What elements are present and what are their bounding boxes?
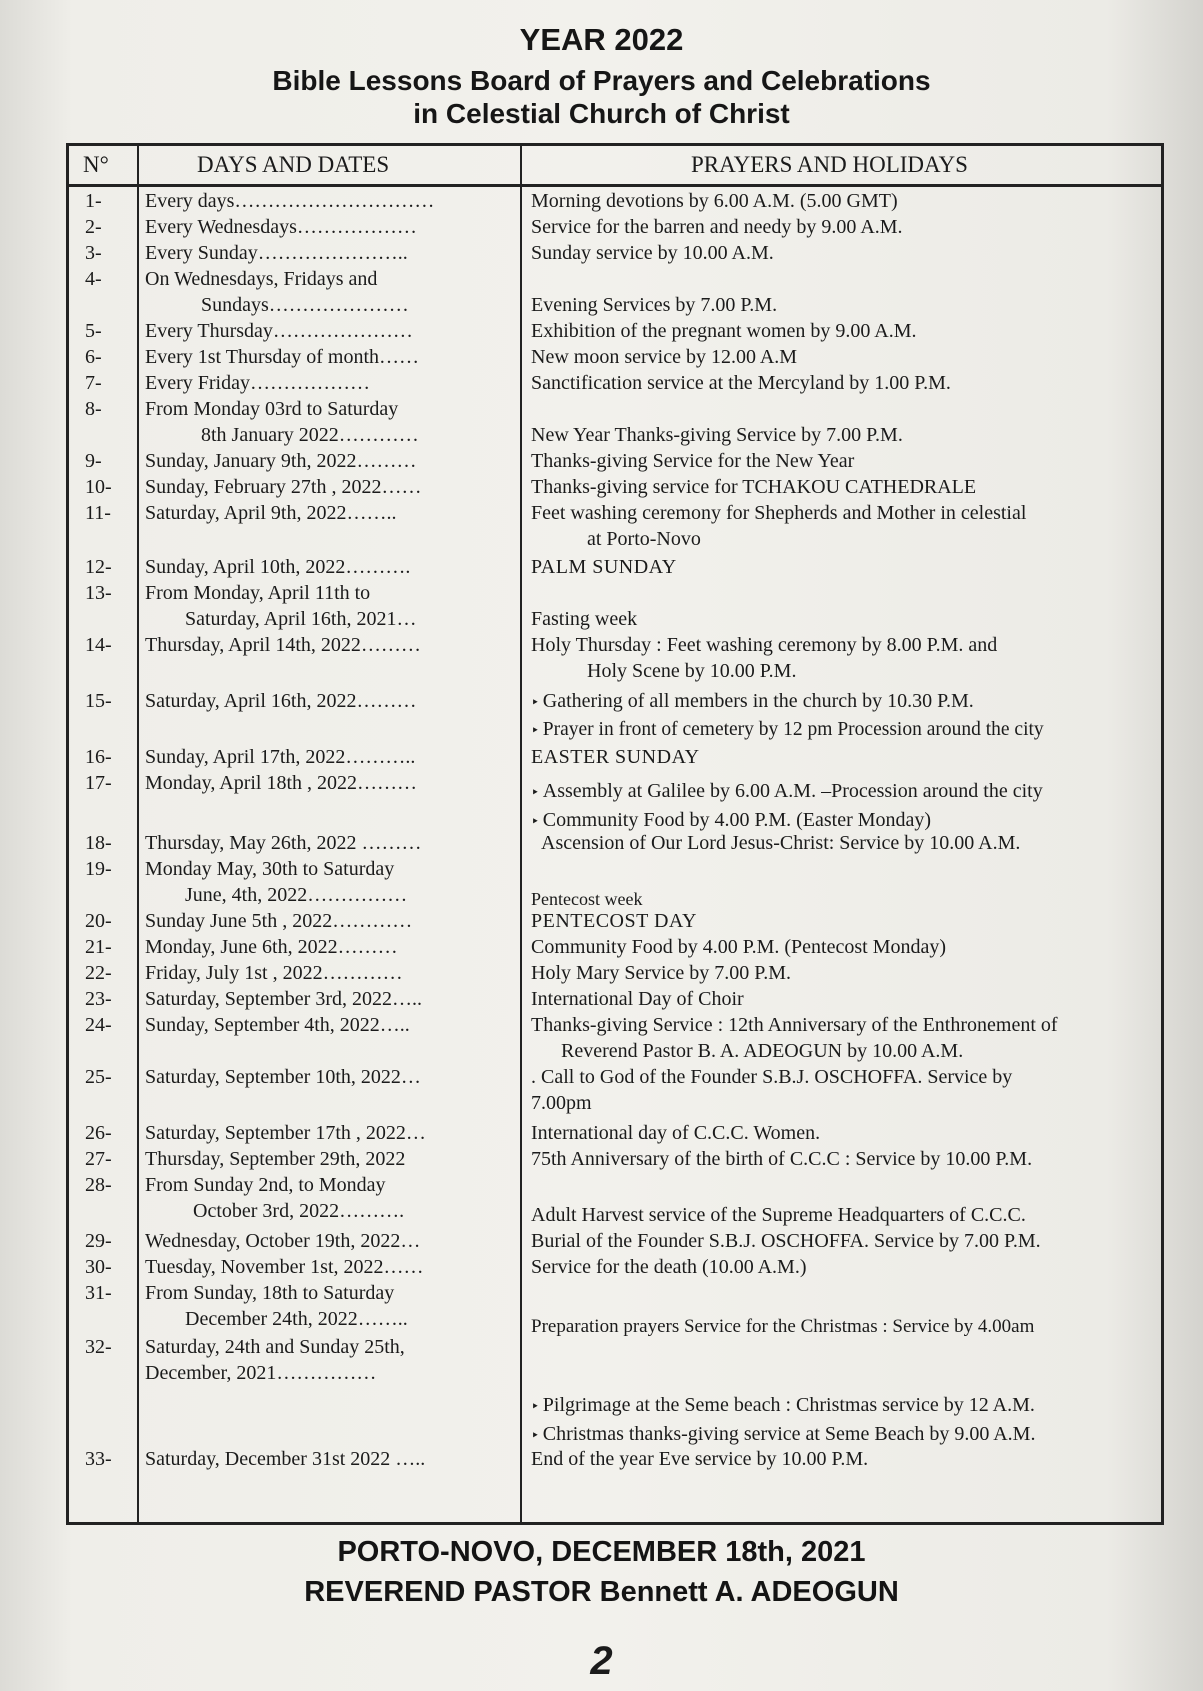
row-prayer: Adult Harvest service of the Supreme Headquarters of C.C.C. (531, 1204, 1026, 1226)
row-date-line: From Sunday 2nd, to Monday (145, 1174, 386, 1196)
row-prayer: Thanks-giving Service for the New Year (531, 450, 855, 472)
row-number: 31- (85, 1282, 112, 1304)
year-heading: YEAR 2022 (519, 22, 684, 57)
row-prayer: Fasting week (531, 608, 638, 630)
row-prayer-line: ‣ Pilgrimage at the Seme beach : Christmas service by 12 A.M. (531, 1392, 1153, 1421)
signatory-line (0, 1574, 1203, 1610)
row-prayer-line: ‣ Community Food by 4.00 P.M. (Easter Monday) (531, 807, 1153, 836)
row-prayer-line: Feet washing ceremony for Shepherds and Mother in celestial (531, 502, 1027, 524)
row-number: 6- (85, 346, 102, 368)
row-number: 25- (85, 1066, 112, 1088)
row-number: 19- (85, 858, 112, 880)
row-date (145, 580, 517, 632)
row-date: Monday, June 6th, 2022……… (145, 936, 398, 958)
row-number: 33- (85, 1448, 112, 1470)
row-number: 5- (85, 320, 102, 342)
row-date (145, 1280, 517, 1332)
row-date (145, 1172, 517, 1224)
board-title: Bible Lessons Board of Prayers and Celebrations (272, 65, 931, 96)
row-number: 17- (85, 772, 112, 794)
row-prayer: Service for the barren and needy by 9.00 A.M. (531, 216, 903, 238)
row-date: Thursday, September 29th, 2022 (145, 1148, 406, 1170)
page-number: 2 (590, 1639, 613, 1683)
column-header-prayers: PRAYERS AND HOLIDAYS (691, 152, 968, 177)
row-date-line: Sundays………………… (201, 294, 409, 316)
row-number: 24- (85, 1014, 112, 1036)
column-divider (520, 146, 522, 1522)
row-date-line: October 3rd, 2022………. (193, 1200, 405, 1222)
row-prayer-line: Thanks-giving Service : 12th Anniversary of the Enthronement of (531, 1014, 1058, 1036)
row-date-line: On Wednesdays, Fridays and (145, 268, 378, 290)
row-prayer: Thanks-giving service for TCHAKOU CATHEDRALE (531, 476, 977, 498)
row-prayer: Sunday service by 10.00 A.M. (531, 242, 774, 264)
row-date: Saturday, September 10th, 2022… (145, 1066, 421, 1088)
row-number: 23- (85, 988, 112, 1010)
row-date-line: December, 2021…………… (145, 1362, 377, 1384)
row-date (145, 266, 517, 318)
row-number: 10- (85, 476, 112, 498)
row-date (145, 1334, 517, 1386)
row-prayer (531, 1392, 1153, 1450)
row-number: 21- (85, 936, 112, 958)
row-number: 13- (85, 582, 112, 604)
row-prayer-line: 7.00pm (531, 1092, 592, 1114)
row-number: 11- (85, 502, 111, 524)
signatory-text: REVEREND PASTOR Bennett A. ADEOGUN (304, 1576, 899, 1608)
row-prayer: Morning devotions by 6.00 A.M. (5.00 GMT) (531, 190, 898, 212)
row-date-line: From Monday, April 11th to (145, 582, 371, 604)
row-date: Every Friday……………… (145, 372, 370, 394)
row-number: 26- (85, 1122, 112, 1144)
row-prayer-line: ‣ Gathering of all members in the church by 10.30 P.M. (531, 688, 1153, 717)
row-date: Thursday, April 14th, 2022……… (145, 634, 421, 656)
row-date: Sunday, January 9th, 2022……… (145, 450, 417, 472)
row-prayer (531, 778, 1153, 836)
row-prayer: Burial of the Founder S.B.J. OSCHOFFA. Service by 7.00 P.M. (531, 1230, 1041, 1252)
row-prayer: Community Food by 4.00 P.M. (Pentecost Monday) (531, 936, 947, 958)
row-date (145, 396, 517, 448)
row-prayer (531, 500, 1153, 552)
row-prayer-line: ‣ Christmas thanks-giving service at Seme Beach by 9.00 A.M. (531, 1421, 1153, 1450)
row-prayer: International Day of Choir (531, 988, 744, 1010)
row-prayer-line: at Porto-Novo (587, 528, 701, 550)
row-date: Sunday June 5th , 2022………… (145, 910, 413, 932)
row-date: Every Thursday………………… (145, 320, 413, 342)
row-number: 14- (85, 634, 112, 656)
row-date-line: Saturday, April 16th, 2021… (185, 608, 417, 630)
row-date: Every days………………………… (145, 190, 435, 212)
row-prayer: End of the year Eve service by 10.00 P.M. (531, 1448, 869, 1470)
row-date: Sunday, February 27th , 2022…… (145, 476, 422, 498)
row-number: 27- (85, 1148, 112, 1170)
row-prayer: Preparation prayers Service for the Christmas : Service by 4.00am (531, 1316, 1035, 1337)
row-prayer-line: Holy Thursday : Feet washing ceremony by 8.00 P.M. and (531, 634, 998, 656)
row-prayer-line: ‣ Prayer in front of cemetery by 12 pm Procession around the city (531, 717, 1153, 745)
row-number: 4- (85, 268, 102, 290)
row-number: 1- (85, 190, 102, 212)
column-header-number: N° (83, 152, 109, 177)
row-prayer (531, 632, 1153, 684)
row-date: Tuesday, November 1st, 2022…… (145, 1256, 424, 1278)
row-number: 12- (85, 556, 112, 578)
row-date-line: Monday May, 30th to Saturday (145, 858, 395, 880)
row-prayer: PENTECOST DAY (531, 910, 697, 932)
row-date-line: December 24th, 2022…….. (185, 1308, 408, 1330)
row-date: Wednesday, October 19th, 2022… (145, 1230, 421, 1252)
church-title: in Celestial Church of Christ (413, 98, 790, 129)
row-prayer (531, 1064, 1153, 1116)
row-number: 16- (85, 746, 112, 768)
row-prayer: PALM SUNDAY (531, 556, 677, 578)
row-prayer (531, 1012, 1153, 1064)
row-number: 22- (85, 962, 112, 984)
row-number: 15- (85, 690, 112, 712)
row-prayer-line: Reverend Pastor B. A. ADEOGUN by 10.00 A.M. (561, 1040, 964, 1062)
row-date: Saturday, December 31st 2022 ….. (145, 1448, 426, 1470)
row-number: 28- (85, 1174, 112, 1196)
row-date-line: 8th January 2022………… (201, 424, 419, 446)
row-number: 3- (85, 242, 102, 264)
row-prayer-line: . Call to God of the Founder S.B.J. OSCHOFFA. Service by (531, 1066, 1013, 1088)
row-number: 9- (85, 450, 102, 472)
row-date: Every Sunday………………….. (145, 242, 408, 264)
row-date: Friday, July 1st , 2022………… (145, 962, 403, 984)
row-date: Saturday, September 3rd, 2022….. (145, 988, 422, 1010)
row-number: 18- (85, 832, 112, 854)
row-prayer (531, 688, 1153, 745)
row-date: Saturday, September 17th , 2022… (145, 1122, 426, 1144)
row-date: Sunday, April 10th, 2022………. (145, 556, 411, 578)
row-prayer: Pentecost week (531, 889, 643, 909)
row-prayer: International day of C.C.C. Women. (531, 1122, 821, 1144)
row-date-line: June, 4th, 2022…………… (185, 884, 408, 906)
row-number: 2- (85, 216, 102, 238)
header-divider (69, 184, 1161, 187)
row-prayer-line: Holy Scene by 10.00 P.M. (587, 660, 797, 682)
row-date: Sunday, April 17th, 2022……….. (145, 746, 416, 768)
row-date: Every Wednesdays……………… (145, 216, 417, 238)
row-date: Every 1st Thursday of month…… (145, 346, 420, 368)
row-number: 30- (85, 1256, 112, 1278)
row-date: Saturday, April 16th, 2022……… (145, 690, 417, 712)
row-date: Monday, April 18th , 2022……… (145, 772, 418, 794)
row-prayer: EASTER SUNDAY (531, 746, 700, 768)
row-date-line: From Monday 03rd to Saturday (145, 398, 399, 420)
row-prayer: Ascension of Our Lord Jesus-Christ: Service by 10.00 A.M. (541, 832, 1021, 854)
row-prayer: 75th Anniversary of the birth of C.C.C : Service by 10.00 P.M. (531, 1148, 1033, 1170)
row-number: 20- (85, 910, 112, 932)
row-prayer: Evening Services by 7.00 P.M. (531, 294, 778, 316)
schedule-table (66, 143, 1164, 1525)
row-number: 29- (85, 1230, 112, 1252)
row-prayer: Holy Mary Service by 7.00 P.M. (531, 962, 791, 984)
row-date: Saturday, April 9th, 2022…….. (145, 502, 397, 524)
column-header-days: DAYS AND DATES (197, 152, 390, 177)
row-prayer: Exhibition of the pregnant women by 9.00 A.M. (531, 320, 917, 342)
row-number: 7- (85, 372, 102, 394)
row-prayer-line: ‣ Assembly at Galilee by 6.00 A.M. –Procession around the city (531, 778, 1153, 807)
row-date: Thursday, May 26th, 2022 ……… (145, 832, 422, 854)
row-prayer: Sanctification service at the Mercyland by 1.00 P.M. (531, 372, 951, 394)
row-date-line: Saturday, 24th and Sunday 25th, (145, 1336, 405, 1358)
row-date-line: From Sunday, 18th to Saturday (145, 1282, 395, 1304)
place-date-line (0, 1534, 1203, 1570)
row-date: Sunday, September 4th, 2022….. (145, 1014, 410, 1036)
row-date (145, 856, 517, 908)
place-date-text: PORTO-NOVO, DECEMBER 18th, 2021 (337, 1536, 866, 1568)
row-prayer: New Year Thanks-giving Service by 7.00 P.M. (531, 424, 903, 446)
document-header (0, 22, 1203, 130)
row-prayer: New moon service by 12.00 A.M (531, 346, 798, 368)
row-number: 32- (85, 1336, 112, 1358)
row-prayer: Service for the death (10.00 A.M.) (531, 1256, 807, 1278)
column-divider (137, 146, 139, 1522)
row-number: 8- (85, 398, 102, 420)
